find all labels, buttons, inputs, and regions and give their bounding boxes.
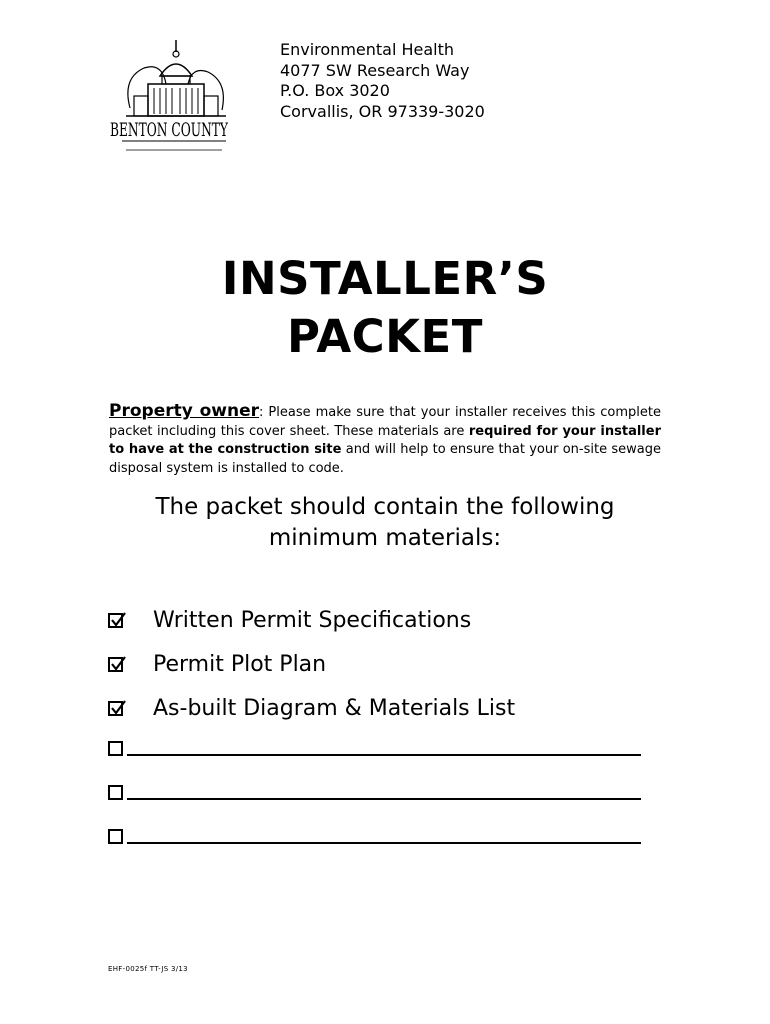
city-state-zip: Corvallis, OR 97339-3020 (280, 101, 485, 121)
street-address: 4077 SW Research Way (280, 60, 470, 80)
checklist-item-label: Permit Plot Plan (153, 652, 327, 677)
checkmark-icon (109, 611, 127, 629)
blank-entry-line[interactable] (127, 784, 641, 800)
checklist-item-label: As-built Diagram & Materials List (153, 696, 516, 721)
checklist-heading-line-1: The packet should contain the following (155, 494, 615, 520)
title-line-1: INSTALLER’S (221, 252, 549, 305)
empty-checkbox[interactable] (108, 829, 123, 844)
checkmark-icon (109, 655, 127, 673)
checklist-item (108, 696, 515, 721)
checklist-item-blank (108, 828, 641, 844)
notice-text-1: : Please make sure that your installer receives this complete packet including this cover sheet. These materials are (109, 405, 661, 439)
checkmark-icon (109, 699, 127, 717)
blank-entry-line[interactable] (127, 740, 641, 756)
courthouse-icon (104, 38, 234, 156)
empty-checkbox[interactable] (108, 785, 123, 800)
county-logo (104, 38, 234, 156)
blank-entry-line[interactable] (127, 828, 641, 844)
address-block (280, 40, 485, 122)
checklist-item (108, 652, 326, 677)
svg-text:BENTON COUNTY: BENTON COUNTY (110, 119, 229, 141)
empty-checkbox[interactable] (108, 741, 123, 756)
po-box: P.O. Box 3020 (280, 81, 390, 100)
notice-text-2: and will help to ensure that your on-site sewage disposal system is installed to code. (109, 442, 661, 476)
property-owner-notice (109, 402, 661, 478)
notice-lead: Property owner (109, 401, 260, 421)
checklist-item-label: Written Permit Specifications (153, 608, 472, 633)
form-code: EHF-0025f TT-JS 3/13 (108, 965, 188, 973)
checklist-heading-line-2: minimum materials: (268, 525, 502, 551)
checklist-heading (0, 492, 770, 554)
checklist-item (108, 608, 471, 633)
department-name: Environmental Health (280, 40, 455, 59)
checked-checkbox[interactable] (108, 613, 123, 628)
title-line-2: PACKET (286, 310, 483, 363)
page-title (0, 250, 770, 366)
checklist-item-blank (108, 740, 641, 756)
notice-bold-text: required for your installer to have at the construction site (109, 423, 661, 457)
checked-checkbox[interactable] (108, 657, 123, 672)
checklist-item-blank (108, 784, 641, 800)
checked-checkbox[interactable] (108, 701, 123, 716)
